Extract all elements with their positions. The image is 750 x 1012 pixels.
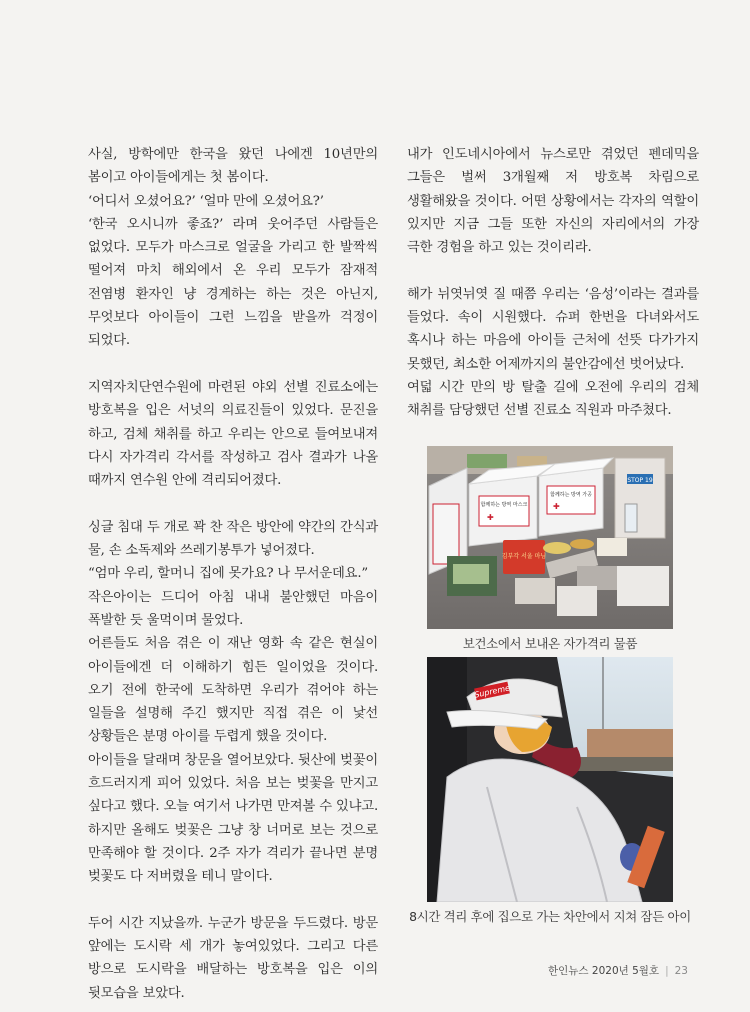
photo-caption: 8시간 격리 후에 집으로 가는 차안에서 지쳐 잠든 아이: [409, 909, 691, 924]
footer-divider: |: [665, 965, 669, 977]
paragraph: “엄마 우리, 할머니 집에 못가요? 나 무서운데요.”: [88, 566, 368, 582]
quarantine-supplies-photo: [427, 446, 673, 629]
paragraph: 지역자치단연수원에 마련된 야외 선별 진료소에는 방호복을 입은 서넛의 의료진들이 있었다. 문진을 하고, 검체 채취를 하고 우리는 안으로 들여보내져 다시 자가격리 각서를 작성하고 검사 결과가 나올 때까지 연수원 안에 격리되어졌다.: [88, 379, 378, 489]
red-cross-icon: ✚: [553, 502, 560, 511]
photo-caption: 보건소에서 보내온 자가격리 물품: [462, 636, 638, 651]
box-label: 함께하는 방역 마스크: [480, 502, 528, 508]
page-number: 23: [674, 965, 688, 977]
paragraph: 두어 시간 지났을까. 누군가 방문을 두드렸다. 방문 앞에는 도시락 세 개가 놓여있었다. 그리고 다른 방으로 도시락을 배달하는 방호복을 입은 이의 뒷모습을 보았다.: [88, 915, 378, 1001]
quarantine-supplies-illustration: [427, 446, 673, 629]
red-cross-icon: ✚: [487, 513, 494, 522]
paragraph: 내가 인도네시아에서 뉴스로만 겪었던 펜데믹을 그들은 벌써 3개월째 저 방호복 차림으로 생활해왔을 것이다. 어떤 상황에서는 각자의 역할이 있지만 지금 그들 또한 자신의 자리에서의 가장 극한 경험을 하고 있는 것이리라.: [407, 147, 699, 256]
paragraph: 어른들도 처음 겪은 이 재난 영화 속 같은 현실이 아이들에겐 더 이해하기 힘든 일이었을 것이다. 오기 전에 한국에 도착하면 우리가 겪어야 하는 일들을 설명해 주긴 했지만 직접 겪은 이 낯선 상황들은 분명 아이를 두렵게 했을 것이다.: [88, 636, 378, 745]
box-label: 함께하는 방역 가공: [550, 492, 592, 498]
paragraph: 싱글 침대 두 개로 꽉 찬 작은 방안에 약간의 간식과 물, 손 소독제와 쓰레기봉투가 넣어졌다.: [88, 519, 378, 559]
paragraph: ‘어디서 오셨어요?’ ‘얼마 만에 오셨어요?’: [88, 193, 324, 209]
sleeping-child-photo: [427, 657, 673, 902]
cap-logo: Supreme: [473, 683, 511, 700]
sleeping-child-illustration: [427, 657, 673, 902]
page-footer: [548, 963, 688, 978]
left-column: [88, 143, 378, 1005]
paragraph-gap: [88, 889, 378, 912]
paragraph-gap: [88, 492, 378, 515]
snack-label: 김부각 서울 마님: [501, 553, 547, 560]
paragraph: 작은아이는 드디어 아침 내내 불안했던 마음이 폭발한 듯 울먹이며 물었다.: [88, 589, 378, 628]
sign-label: STOP 19: [627, 477, 653, 484]
paragraph-gap: [88, 353, 378, 376]
paragraph: 해가 뉘엿뉘엿 질 때쯤 우리는 ‘음성’이라는 결과를 들었다. 속이 시원했다. 슈퍼 한번을 다녀와서도 혹시나 하는 마음에 아이들 근처에 선뜻 다가가지 못했던, 최소한 어제까지의 불안감에선 벗어났다.: [407, 286, 699, 372]
publication-name: 한인뉴스 2020년 5월호: [548, 965, 660, 977]
paragraph: 여덟 시간 만의 방 탈출 길에 오전에 우리의 검체 채취를 담당했던 선별 진료소 직원과 마주쳤다.: [407, 379, 699, 419]
paragraph: ‘한국 오시니까 좋죠?’ 라며 웃어주던 사람들은 없었다. 모두가 마스크로 얼굴을 가리고 한 발짝씩 떨어져 마치 해외에서 온 우리 모두가 잠재적 전염병 환자인 냥 경계하는 하는 것은 아닌지, 무엇보다 아이들이 그런 느낌을 받을까 걱정이 되었다.: [88, 216, 378, 349]
paragraph-gap: [407, 259, 699, 282]
right-column: [407, 143, 699, 423]
paragraph: 아이들을 달래며 창문을 열어보았다. 뒷산에 벚꽃이 흐드러지게 피어 있었다. 처음 보는 벚꽃을 만지고 싶다고 했다. 오늘 여기서 나가면 만져볼 수 있냐고. 하지만 올해도 벚꽃은 그냥 창 너머로 보는 것으로 만족해야 할 것이다. 2주 자가 격리가 끝나면 분명 벚꽃도 다 저버렸을 테니 말이다.: [88, 752, 378, 885]
paragraph: 사실, 방학에만 한국을 왔던 나에겐 10년만의 봄이고 아이들에게는 첫 봄이다.: [88, 147, 378, 186]
